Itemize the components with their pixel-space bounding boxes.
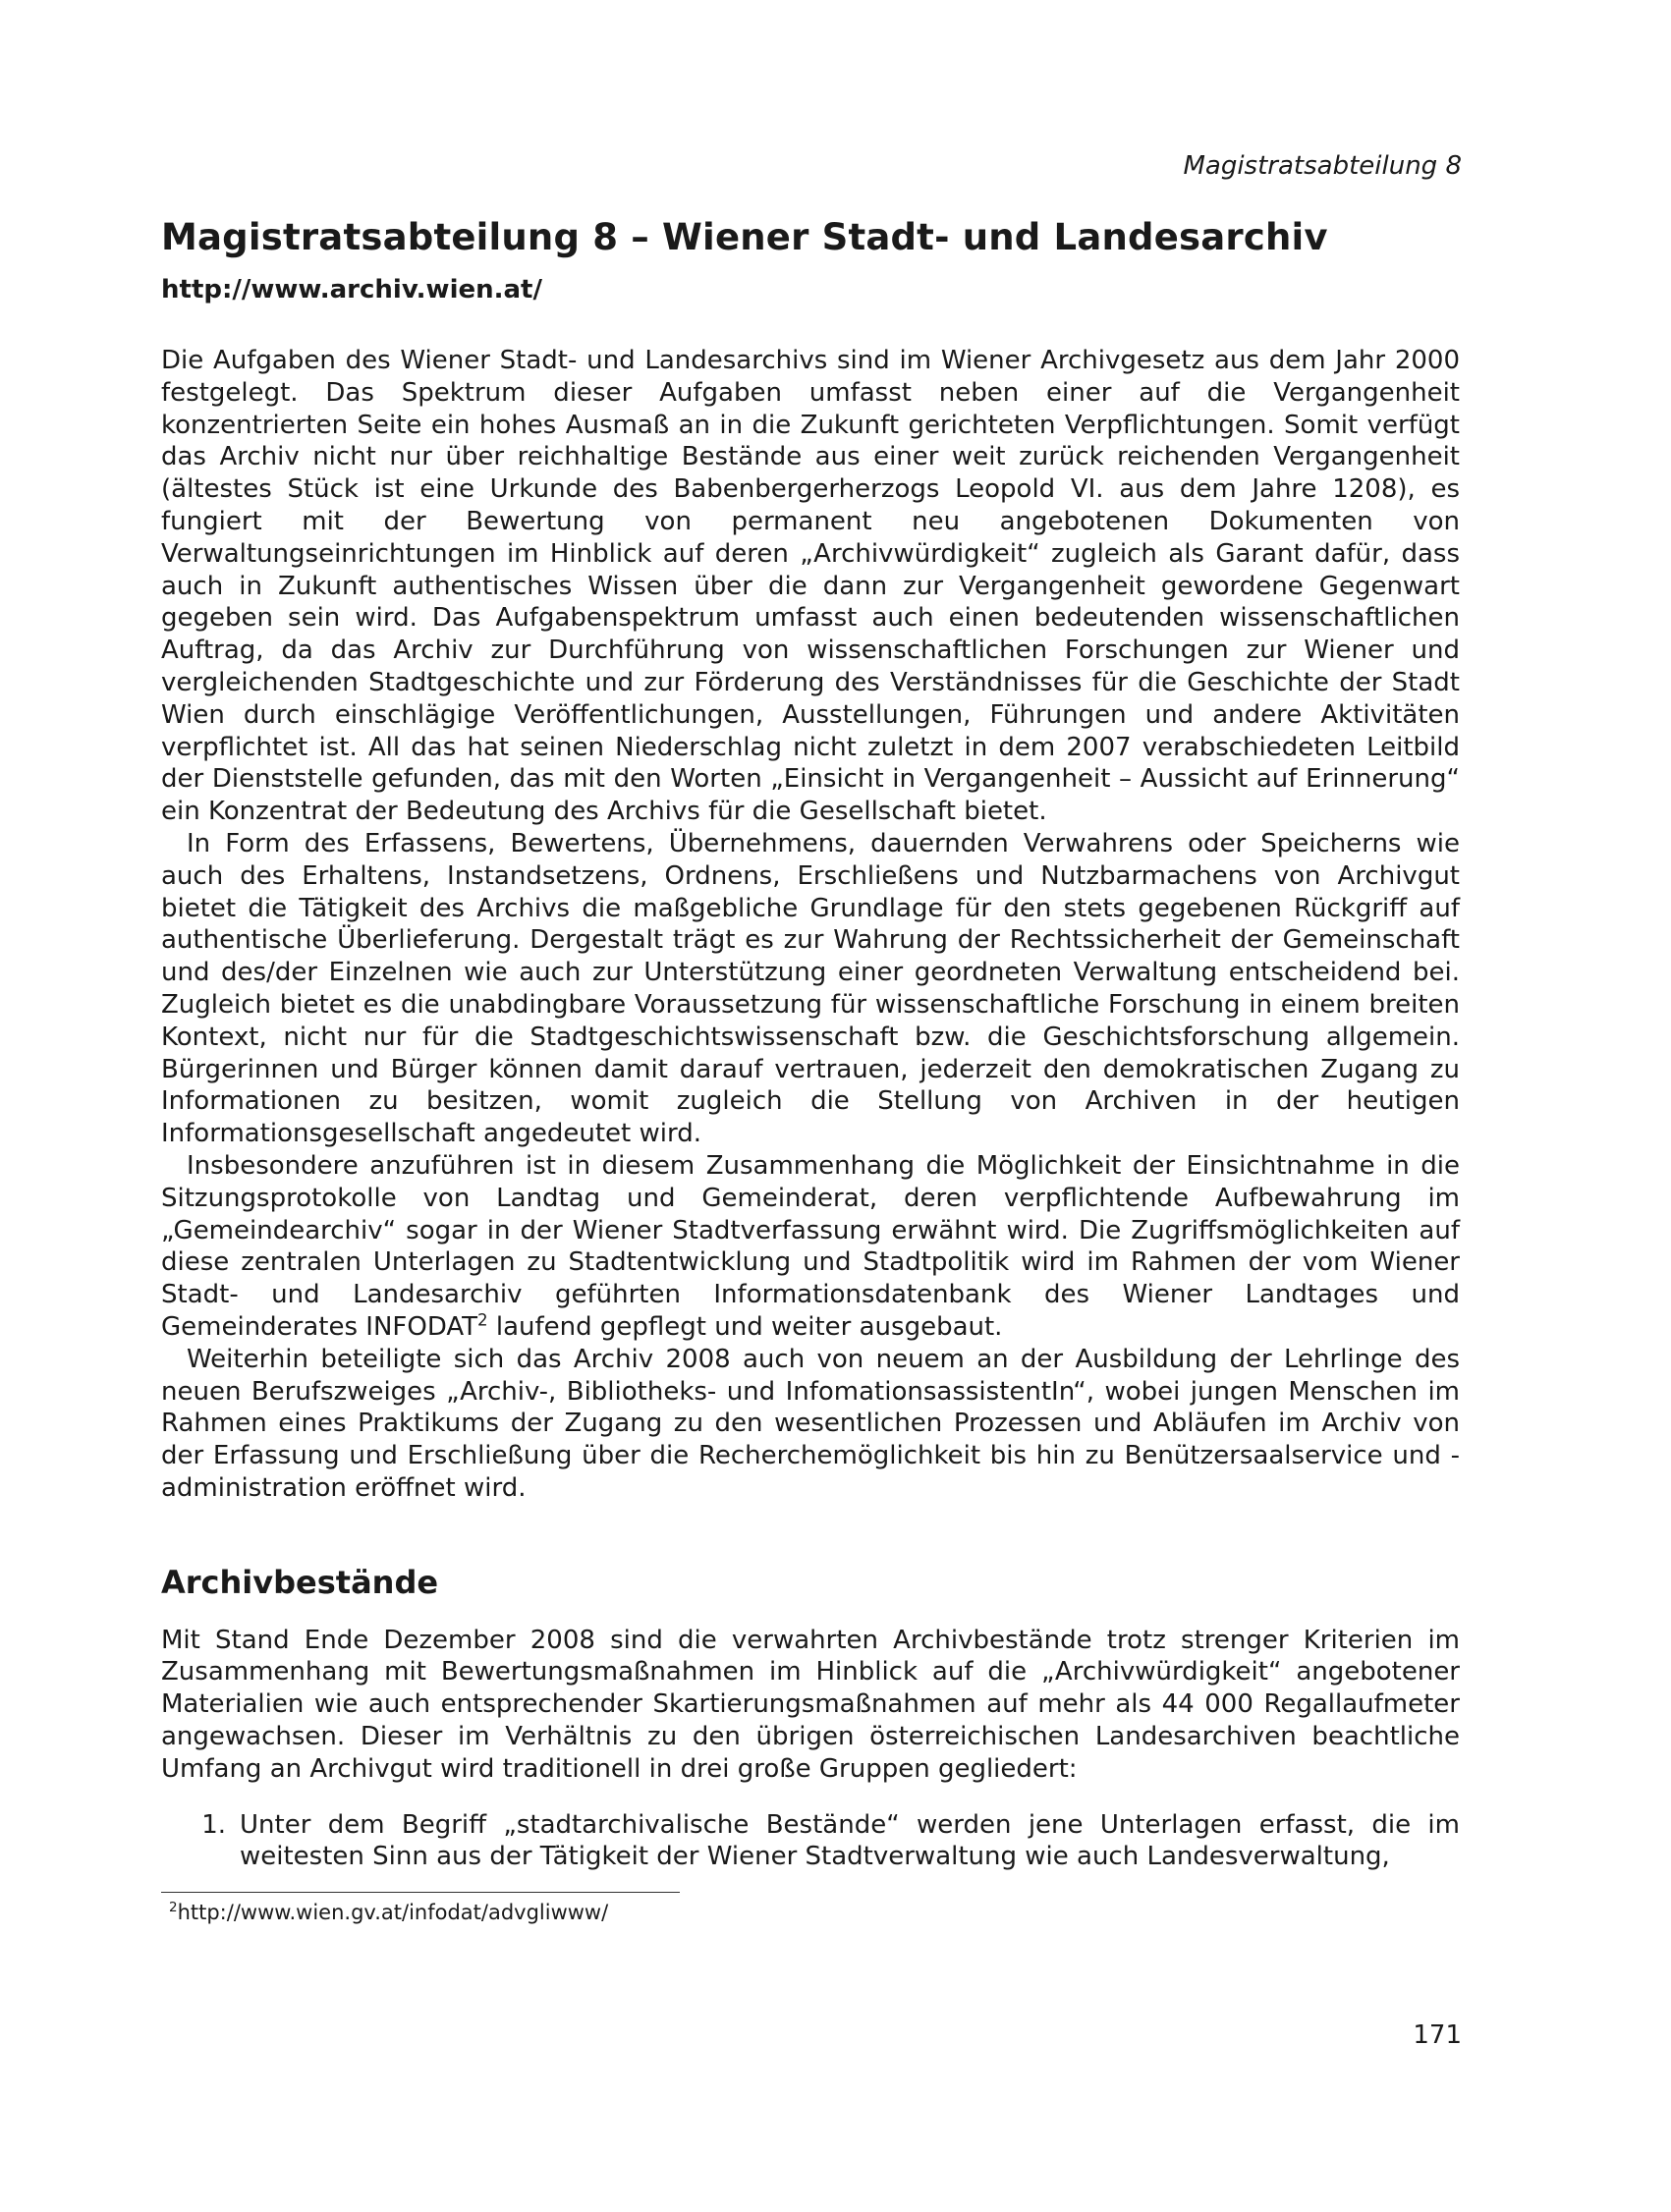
footnote-reference[interactable]: 2: [477, 1310, 488, 1330]
paragraph-4: Weiterhin beteiligte sich das Archiv 2008 auch von neuem an der Ausbildung der Lehrlinge des neuen Berufszweiges „Archiv-, Bibliotheks- und InfomationsassistentIn“, wobei jungen Menschen im Rahmen eines Praktikums der Zugang zu den wesentlichen Prozessen und Abläufen im Archiv von der Erfassung und Erschließung über die Recherchemöglichkeit bis hin zu Benützersaalservice und -administration eröffnet wird.: [161, 1344, 1460, 1503]
running-header: Magistratsabteilung 8: [1183, 151, 1462, 181]
section-heading: Archivbestände: [161, 1563, 439, 1601]
footnote-number: 2: [169, 1901, 178, 1915]
footnote-link[interactable]: http://www.wien.gv.at/infodat/advgliwww/: [177, 1901, 609, 1924]
list-item-number: 1.: [201, 1809, 226, 1840]
paragraph-1: Die Aufgaben des Wiener Stadt- und Landesarchivs sind im Wiener Archivgesetz aus dem Jahr 2000 festgelegt. Das Spektrum dieser Aufgaben umfasst neben einer auf die Vergangenheit konzentrierten Seite ein hohes Ausmaß an in die Zukunft gerichteten Verpflichtungen. Somit verfügt das Archiv nicht nur über reichhaltige Bestände aus einer weit zurück reichenden Vergangenheit (ältestes Stück ist eine Urkunde des Babenbergerherzogs Leopold VI. aus dem Jahre 1208), es fungiert mit der Bewertung von permanent neu angebotenen Dokumenten von Verwaltungseinrichtungen im Hinblick auf deren „Archivwürdigkeit“ zugleich als Garant dafür, dass auch in Zukunft authentisches Wissen über die dann zur Vergangenheit gewordene Gegenwart gegeben sein wird. Das Aufgabenspektrum umfasst auch einen bedeutenden wissenschaftlichen Auftrag, da das Archiv zur Durchführung von wissenschaftlichen Forschungen zur Wiener und vergleichenden Stadtgeschichte und zur Förderung des Verständnisses für die Geschichte der Stadt Wien durch einschlägige Veröffentlichungen, Ausstellungen, Führungen und andere Aktivitäten verpflichtet ist. All das hat seinen Niederschlag nicht zuletzt in dem 2007 verabschiedeten Leitbild der Dienststelle gefunden, das mit den Worten „Einsicht in Vergangenheit – Aussicht auf Erinnerung“ ein Konzentrat der Bedeutung des Archivs für die Gesellschaft bietet.: [161, 346, 1460, 827]
archive-url[interactable]: http://www.archiv.wien.at/: [161, 275, 542, 304]
paragraph-3-tail: laufend gepflegt und weiter ausgebaut.: [487, 1311, 1003, 1342]
numbered-list: [161, 1809, 1460, 1874]
paragraph-3: [161, 1150, 1460, 1344]
list-item: [161, 1809, 1460, 1874]
footnote-divider: [161, 1892, 680, 1893]
page-number: 171: [1413, 2020, 1462, 2050]
paragraph-2: In Form des Erfassens, Bewertens, Übernehmens, dauernden Verwahrens oder Speicherns wie auch des Erhaltens, Instandsetzens, Ordnens, Erschließens und Nutzbarmachens von Archivgut bietet die Tätigkeit des Archivs die maßgebliche Grundlage für den stets gegebenen Rückgriff auf authentische Überlieferung. Dergestalt trägt es zur Wahrung der Rechtssicherheit der Gemeinschaft und des/der Einzelnen wie auch zur Unterstützung einer geordneten Verwaltung entscheidend bei. Zugleich bietet es die unabdingbare Voraussetzung für wissenschaftliche Forschung in einem breiten Kontext, nicht nur für die Stadtgeschichtswissenschaft bzw. die Geschichtsforschung allgemein. Bürgerinnen und Bürger können damit darauf vertrauen, jederzeit den demokratischen Zugang zu Informationen zu besitzen, womit zugleich die Stellung von Archiven in der heutigen Informationsgesellschaft angedeutet wird.: [161, 828, 1460, 1149]
paragraph-3-text: Insbesondere anzuführen ist in diesem Zusammenhang die Möglichkeit der Einsichtnahme in die Sitzungsprotokolle von Landtag und Gemeinderat, deren verpflichtende Aufbewahrung im „Gemeindearchiv“ sogar in der Wiener Stadtverfassung erwähnt wird. Die Zugriffsmöglichkeiten auf diese zentralen Unterlagen zu Stadtentwicklung und Stadtpolitik wird im Rahmen der vom Wiener Stadt- und Landesarchiv geführten Informationsdatenbank des Wiener Landtages und Gemeinderates INFODAT: [161, 1150, 1460, 1342]
list-item-text: Unter dem Begriff „stadtarchivalische Bestände“ werden jene Unterlagen erfasst, die im weitesten Sinn aus der Tätigkeit der Wiener Stadtverwaltung wie auch Landesverwaltung,: [240, 1809, 1460, 1872]
section-paragraph: Mit Stand Ende Dezember 2008 sind die verwahrten Archivbestände trotz strenger Kriterien im Zusammenhang mit Bewertungsmaßnahmen im Hinblick auf die „Archivwürdigkeit“ angebotener Materialien wie auch entsprechender Skartierungsmaßnahmen auf mehr als 44 000 Regallaufmeter angewachsen. Dieser im Verhältnis zu den übrigen österreichischen Landesarchiven beachtliche Umfang an Archivgut wird traditionell in drei große Gruppen gegliedert:: [161, 1625, 1460, 1784]
main-content: [161, 214, 1460, 1873]
body-text: [161, 345, 1460, 1505]
footnote: [169, 1899, 608, 1926]
page-title: Magistratsabteilung 8 – Wiener Stadt- und Landesarchiv: [161, 216, 1328, 258]
